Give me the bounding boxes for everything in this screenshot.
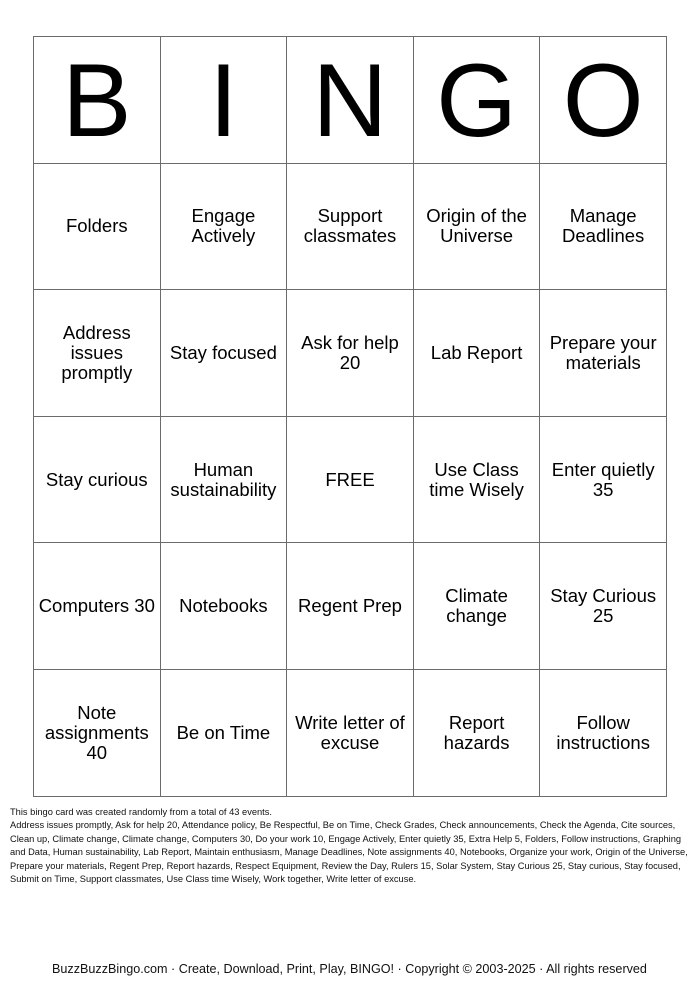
bingo-cell: Address issues promptly xyxy=(34,290,161,417)
bingo-cell: Human sustainability xyxy=(160,416,287,543)
bingo-cell: Prepare your materials xyxy=(540,290,667,417)
event-list: Address issues promptly, Ask for help 20, Attendance policy, Be Respectful, Be on Time, Check Grades, Check announcements, Check the Agenda, Cite sources, Clean up, Climate change, Climate change, Computers 30, Do your work 10, Engage Actively, Enter quietly 35, Extra Help 5, Folders, Follow instructions, Graphing and Data, Human sustainability, Lab Report, Maintain enthusiasm, Manage Deadlines, Note assignments 40, Notebooks, Organize your work, Origin of the Universe, Prepare your materials, Regent Prep, Report hazards, Respect Equipment, Review the Day, Rulers 15, Solar System, Stay Curious 25, Stay curious, Stay focused, Submit on Time, Support classmates, Use Class time Wisely, Work together, Write letter of excuse. xyxy=(10,820,688,885)
bingo-cell: Computers 30 xyxy=(34,543,161,670)
bingo-row xyxy=(34,669,667,796)
bingo-cell: Be on Time xyxy=(160,669,287,796)
bingo-cell: Ask for help 20 xyxy=(287,290,414,417)
bingo-cell: Use Class time Wisely xyxy=(413,416,540,543)
bingo-cell: Stay curious xyxy=(34,416,161,543)
bingo-row xyxy=(34,416,667,543)
header-letter-o: O xyxy=(540,37,667,164)
bingo-cell: Manage Deadlines xyxy=(540,163,667,290)
bingo-cell: Notebooks xyxy=(160,543,287,670)
header-letter-b: B xyxy=(34,37,161,164)
bingo-card xyxy=(33,36,667,797)
bingo-cell: Engage Actively xyxy=(160,163,287,290)
bingo-cell: Support classmates xyxy=(287,163,414,290)
free-space-cell: FREE xyxy=(287,416,414,543)
bingo-cell: Climate change xyxy=(413,543,540,670)
bingo-row xyxy=(34,290,667,417)
bingo-cell: Folders xyxy=(34,163,161,290)
bingo-row xyxy=(34,543,667,670)
bingo-cell: Enter quietly 35 xyxy=(540,416,667,543)
bingo-cell: Follow instructions xyxy=(540,669,667,796)
site-footer: BuzzBuzzBingo.com · Create, Download, Print, Play, BINGO! · Copyright © 2003-2025 · All rights reserved xyxy=(52,962,647,976)
bingo-cell: Note assignments 40 xyxy=(34,669,161,796)
bingo-cell: Report hazards xyxy=(413,669,540,796)
bingo-cell: Lab Report xyxy=(413,290,540,417)
bingo-header-row xyxy=(34,37,667,164)
header-letter-n: N xyxy=(287,37,414,164)
card-summary: This bingo card was created randomly from a total of 43 events. xyxy=(10,807,272,817)
bingo-cell: Stay focused xyxy=(160,290,287,417)
header-letter-g: G xyxy=(413,37,540,164)
header-letter-i: I xyxy=(160,37,287,164)
bingo-cell: Stay Curious 25 xyxy=(540,543,667,670)
bingo-cell: Regent Prep xyxy=(287,543,414,670)
bingo-cell: Write letter of excuse xyxy=(287,669,414,796)
bingo-row xyxy=(34,163,667,290)
bingo-cell: Origin of the Universe xyxy=(413,163,540,290)
card-info xyxy=(10,806,690,886)
